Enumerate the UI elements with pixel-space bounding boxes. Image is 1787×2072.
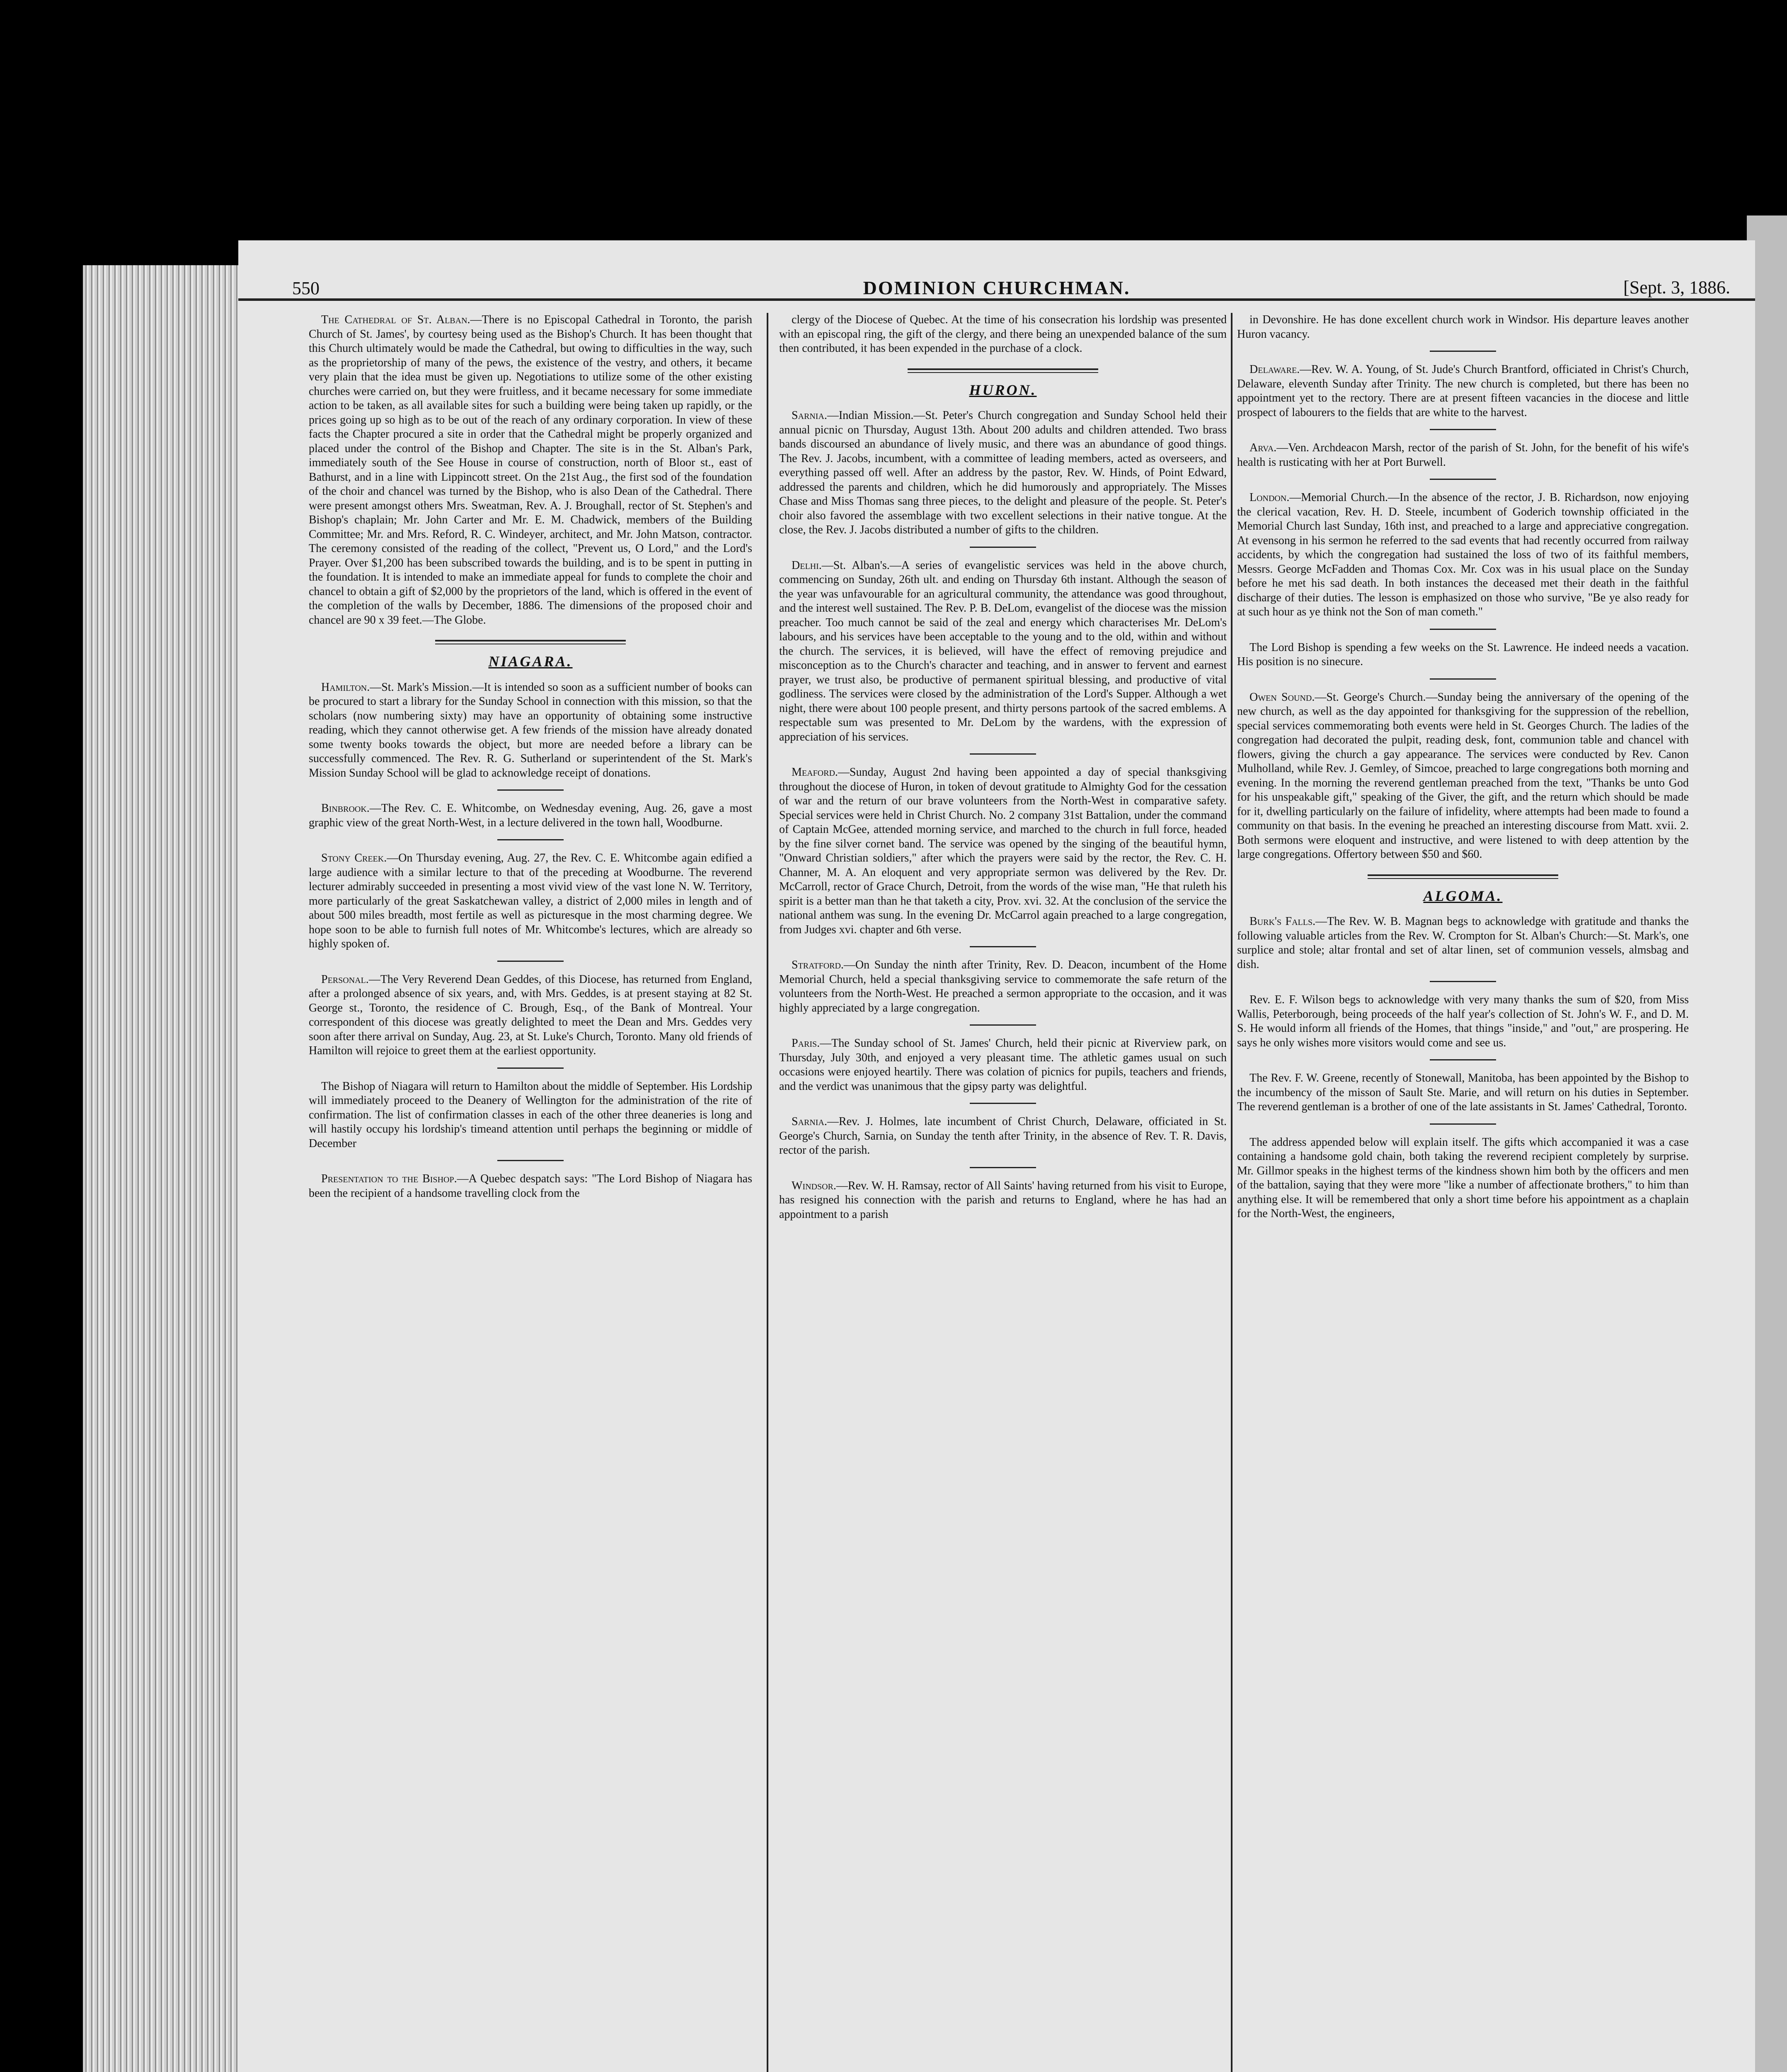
- article-text: in Devonshire. He has done excellent church work in Windsor. His departure leaves another Huron vacancy.: [1237, 313, 1689, 341]
- article-paragraph: [779, 409, 1227, 537]
- item-separator: [1430, 629, 1496, 630]
- article-text: —Rev. W. H. Ramsay, rector of All Saints' having returned from his visit to Europe, has resigned his connection with the parish and returns to England, where he has had an appointment to a parish: [779, 1179, 1227, 1221]
- article-paragraph: [779, 958, 1227, 1015]
- section-heading: ALGOMA.: [1423, 887, 1503, 904]
- article-text: —On Sunday the ninth after Trinity, Rev. D. Deacon, incumbent of the Home Memorial Church, held a special thanksgiving service to commemorate the safe return of the volunteers from the North-West. He preached a sermon appropriate to the occasion, and it was highly appreciated by a large congregation.: [779, 959, 1227, 1014]
- article-lead: Owen Sound.: [1249, 690, 1315, 704]
- article-text: —The Sunday school of St. James' Church, held their picnic at Riverview park, on Thursday, July 30th, and enjoyed a very pleasant time. The athletic games usual on such occasions were enjoyed heartily. There was colation of picnics for pupils, teachers and friends, and the verdict was unanimous that the gipsy party was delightful.: [779, 1037, 1227, 1093]
- item-separator: [970, 547, 1036, 548]
- article-paragraph: [1237, 641, 1689, 669]
- article-paragraph: [309, 1080, 752, 1151]
- article-text: —The Rev. W. B. Magnan begs to acknowledge with gratitude and thanks the following valuable articles from the Rev. W. Crompton for St. Alban's Church:—St. Mark's, one surplice and stole; altar frontal and set of altar linen, set of communion vessels, almsbag and dish.: [1237, 915, 1689, 971]
- article-lead: Delhi.: [792, 559, 822, 572]
- article-lead: Stony Creek.: [321, 852, 387, 864]
- article-lead: Binbrook.: [321, 802, 370, 815]
- column-3: [1237, 313, 1689, 2072]
- article-text: clergy of the Diocese of Quebec. At the time of his consecration his lordship was presented with an episcopal ring, the gift of the clergy, and there being an unexpended balance of the sum then contributed, it has been expended in the purchase of a clock.: [779, 313, 1227, 355]
- article-lead: Delaware.: [1249, 363, 1300, 376]
- article-lead: Stratford.: [792, 959, 844, 971]
- article-paragraph: [779, 313, 1227, 356]
- article-lead: Hamilton.: [321, 680, 370, 694]
- article-paragraph: [1237, 491, 1689, 620]
- article-paragraph: [309, 313, 752, 627]
- book-page-edges: [83, 265, 240, 2072]
- article-text: —Ven. Archdeacon Marsh, rector of the parish of St. John, for the benefit of his wife's health is rusticating with her at Port Burwell.: [1237, 441, 1689, 469]
- article-text: —Rev. J. Holmes, late incumbent of Christ Church, Delaware, officiated in St. George's Church, Sarnia, on Sunday the tenth after Trinity, in the absence of Rev. T. R. Davis, rector of the parish.: [779, 1115, 1227, 1157]
- item-separator: [1430, 479, 1496, 480]
- article-paragraph: [1237, 1071, 1689, 1114]
- item-separator: [1430, 429, 1496, 430]
- article-text: —Sunday, August 2nd having been appointed a day of special thanksgiving throughout the diocese of Huron, in token of devout gratitude to Almighty God for the cessation of war and the return of our brave volunteers from the North-West in comparative safety. Special services were held in Christ Church. No. 2 company 31st Battalion, under the command of Captain McGee, attended morning service, and marched to the church in full force, headed by the fine silver cornet band. The service was opened by the singing of the beautiful hymn, "Onward Christian soldiers," after which the prayers were said by the rector, the Rev. C. H. Channer, M. A. An eloquent and very appropriate sermon was delivered by the Rev. Dr. McCarroll, rector of Grace Church, Detroit, from the words of the wise man, "He that ruleth his spirit is a better man than he that taketh a city, Prov. xvi. 32. At the conclusion of the service the national anthem was sung. In the evening Dr. McCarrol again preached to a large congregation, from Judges xvi. chapter and 6th verse.: [779, 766, 1227, 936]
- article-lead: Paris.: [792, 1037, 820, 1050]
- article-text: Rev. E. F. Wilson begs to acknowledge with very many thanks the sum of $20, from Miss Wallis, Peterborough, being proceeds of the half year's collection of St. John's W. F., and D. M. S. He would inform all friends of the Homes, that things "inside," and "out," are prospering. He says he only wishes more visitors would come and see us.: [1237, 993, 1689, 1049]
- item-separator: [970, 1103, 1036, 1104]
- article-paragraph: [1237, 363, 1689, 420]
- article-paragraph: [1237, 993, 1689, 1050]
- article-paragraph: [1237, 1135, 1689, 1221]
- article-lead: Presentation to the Bishop.: [321, 1172, 457, 1185]
- article-text: —St. George's Church.—Sunday being the anniversary of the opening of the new church, as well as the day appointed for thanksgiving for the suppression of the rebellion, special services commemorating both events were held in St. Georges Church. The ladies of the congregation had decorated the pulpit, reading desk, font, communion table and chancel with flowers, giving the church a gay appearance. The services were conducted by Rev. Canon Mulholland, while Rev. J. Gemley, of Simcoe, preached to large congregations both morning and evening. In the morning the reverend gentleman preached from the text, "Thanks be unto God for his unspeakable gift," speaking of the Giver, the gift, and the return which should be made for it, dwelling particularly on the failure of infidelity, where attempts had been made to found a community on that basis. In the evening he preached an interesting discourse from Matt. xvii. 2. Both sermons were eloquent and instructive, and were listened to with deep attention by the large congregations. Offertory between $50 and $60.: [1237, 690, 1689, 861]
- item-separator: [497, 839, 564, 840]
- article-text: The Bishop of Niagara will return to Hamilton about the middle of September. His Lordship will immediately proceed to the Deanery of Wellington for the administration of the rite of confirmation. The list of confirmation classes in each of the other three deaneries is long and will hastily occupy his lordship's timeand attention until perhaps the beginning or middle of December: [309, 1080, 752, 1150]
- article-lead: Meaford.: [792, 766, 838, 779]
- item-separator: [970, 753, 1036, 755]
- article-paragraph: [779, 1115, 1227, 1158]
- article-paragraph: [309, 801, 752, 830]
- section-rule: [1368, 874, 1558, 879]
- item-separator: [497, 961, 564, 962]
- article-text: —There is no Episcopal Cathedral in Toronto, the parish Church of St. James', by courtesy being used as the Bishop's Church. It has been thought that this Church ultimately would be made the Cathedral, but owing to difficulties in the way, such as the proprietorship of many of the pews, the existence of the vestry, and others, it became very plain that the idea must be given up. Negotiations to utilize some of the other existing churches were carried on, but they were fruitless, and it became necessary for some immediate action to be taken, as all available sites for such a building were being taken up rapidly, or the prices going up so high as to be out of the reach of any ordinary corporation. In view of these facts the Chapter procured a site in order that the Cathedral might be properly organized and placed under the control of the Bishop and Chapter. The site is in the St. Alban's Park, immediately south of the See House in course of construction, north of Bloor st., east of Bathurst, and in a line with Lippincott street. On the 21st Aug., the first sod of the foundation of the choir and chancel was turned by the Bishop, who is also Dean of the Cathedral. There were present amongst others Mrs. Sweatman, Rev. A. J. Broughall, rector of St. Stephen's and Bishop's chaplain; Mr. John Carter and Mr. E. M. Chadwick, members of the Building Committee; Mr. and Mrs. Reford, R. C. Windeyer, architect, and Mr. John Matson, contractor. The ceremony consisted of the reading of the collect, "Prevent us, O Lord," and the Lord's Prayer. Over $1,200 has been subscribed towards the building, and is to be spent in putting in the foundation. It is intended to make an immediate appeal for funds to complete the choir and chancel to obtain a gift of $2,000 by the proprietors of the land, which is offered in the event of the completion of the walls by December, 1886. The dimensions of the proposed choir and chancel are 90 x 39 feet.—The Globe.: [309, 313, 752, 627]
- item-separator: [970, 1024, 1036, 1026]
- article-lead: Burk's Falls.: [1249, 915, 1316, 928]
- article-lead: The Cathedral of St. Alban.: [321, 313, 470, 326]
- item-separator: [1430, 678, 1496, 680]
- article-paragraph: [1237, 441, 1689, 470]
- article-text: The Lord Bishop is spending a few weeks on the St. Lawrence. He indeed needs a vacation. His position is no sinecure.: [1237, 641, 1689, 668]
- article-lead: Sarnia.: [792, 409, 827, 422]
- article-lead: Sarnia.: [792, 1115, 827, 1128]
- section-heading: HURON.: [969, 381, 1037, 398]
- newspaper-page: [238, 240, 1755, 2072]
- column-divider: [767, 313, 768, 2072]
- section-rule: [435, 640, 626, 644]
- item-separator: [970, 946, 1036, 947]
- article-paragraph: [779, 765, 1227, 937]
- item-separator: [497, 1160, 564, 1161]
- article-text: The address appended below will explain itself. The gifts which accompanied it was a case containing a handsome gold chain, both taking the reverend recipient completely by surprise. Mr. Gillmor speaks in the highest terms of the kindness shown him both by the officers and men of the battalion, saying that they were more "like a number of affectionate brothers," to him than anything else. It will be remembered that only a short time before his appointment as a chaplain for the North-West, the engineers,: [1237, 1135, 1689, 1220]
- column-1: [309, 313, 752, 2072]
- item-separator: [1430, 1059, 1496, 1060]
- article-paragraph: [1237, 915, 1689, 972]
- column-divider: [1231, 313, 1232, 2072]
- article-paragraph: [309, 1172, 752, 1201]
- article-lead: Windsor.: [792, 1179, 836, 1192]
- article-text: —On Thursday evening, Aug. 27, the Rev. C. E. Whitcombe again edified a large audience with a similar lecture to that of the preceding at Woodburne. The reverend lecturer admirably succeeded in presenting a most vivid view of the vast lone N. W. Territory, more particularly of the great Saskatchewan valley, a district of 2,000 miles in length and of about 500 miles breadth, most fertile as well as picturesque in the most charming degree. We hope soon to be able to furnish full notes of Mr. Whitcombe's lectures, which are already so highly spoken of.: [309, 852, 752, 950]
- section-heading: NIAGARA.: [488, 653, 573, 670]
- article-text: —Memorial Church.—In the absence of the rector, J. B. Richardson, now enjoying the clerical vacation, Rev. H. D. Steele, incumbent of Goderich township officiated in the Memorial Church last Sunday, 16th inst, and preached to a large and appreciative congregation. At evensong in his sermon he referred to the sad events that had recently occurred from railway accidents, by which the congregation had sustained the loss of two of its faithful members, Messrs. George McFadden and Thomas Cox. Mr. Cox was in his usual place on the Sunday before he met his sad death. In both instances the deceased met their death in the faithful discharge of their duties. The lesson is emphasized on those who survive, "Be ye also ready for at such hour as ye think not the Son of man cometh.": [1237, 491, 1689, 618]
- article-paragraph: [779, 1179, 1227, 1222]
- item-separator: [970, 1167, 1036, 1168]
- masthead-title: DOMINION CHURCHMAN.: [863, 277, 1131, 298]
- article-paragraph: [309, 851, 752, 951]
- article-text: —The Rev. C. E. Whitcombe, on Wednesday evening, Aug. 26, gave a most graphic view of the great North-West, in a lecture delivered in the town hall, Woodburne.: [309, 802, 752, 829]
- issue-date: [Sept. 3, 1886.: [1623, 277, 1730, 298]
- article-lead: London.: [1249, 491, 1290, 504]
- article-text: The Rev. F. W. Greene, recently of Stonewall, Manitoba, has been appointed by the Bishop to the incumbency of the misson of Sault Ste. Marie, and will return on his duties in September. The reverend gentleman is a brother of one of the late assistants in St. James' Cathedral, Toronto.: [1237, 1072, 1689, 1113]
- article-paragraph: [1237, 313, 1689, 341]
- section-rule: [908, 368, 1098, 373]
- item-separator: [497, 1067, 564, 1069]
- column-2: [779, 313, 1227, 2072]
- page-number: 550: [292, 278, 320, 298]
- item-separator: [1430, 981, 1496, 982]
- item-separator: [1430, 351, 1496, 352]
- article-paragraph: [1237, 690, 1689, 862]
- article-text: —The Very Reverend Dean Geddes, of this Diocese, has returned from England, after a prolonged absence of six years, and, with Mrs. Geddes, is at present staying at 82 St. George st., Toronto, the residence of C. Brough, Esq., of the Bank of Montreal. Your correspondent of this diocese was greatly delighted to meet the Dean and Mrs. Geddes very soon after there arrival on Sunday, Aug. 23, at St. Luke's Church, Toronto. Many old friends of Hamilton will rejoice to greet them at the earliest opportunity.: [309, 973, 752, 1057]
- article-text: —A Quebec despatch says: "The Lord Bishop of Niagara has been the recipient of a handsome travelling clock from the: [309, 1172, 752, 1200]
- article-lead: Personal.: [321, 973, 369, 986]
- article-paragraph: [779, 1036, 1227, 1094]
- article-text: —Rev. W. A. Young, of St. Jude's Church Brantford, officiated in Christ's Church, Delaware, eleventh Sunday after Trinity. The new church is completed, but there has been no appointment yet to the rectory. There are at present fifteen vacancies in the diocese and little prospect of labourers to the fields that are white to the harvest.: [1237, 363, 1689, 419]
- article-text: —Indian Mission.—St. Peter's Church congregation and Sunday School held their annual picnic on Thursday, August 13th. About 200 adults and children attended. Two brass bands discoursed an abundance of lively music, and there was an abundance of good things. The Rev. J. Jacobs, incumbent, with a committee of leading members, acted as overseers, and everything passed off well. After an address by the pastor, Rev. W. Hinds, of Point Edward, addressed the parents and children, which he did humorously and appropriately. The Misses Chase and Miss Thomas sang three pieces, to the delight and pleasure of the people. St. Peter's choir also favored the assemblage with two excellent selections in their native tongue. At the close, the Rev. J. Jacobs distributed a number of gifts to the children.: [779, 409, 1227, 536]
- article-text: —St. Alban's.—A series of evangelistic services was held in the above church, commencing on Sunday, 26th ult. and ending on Thursday 6th instant. Although the season of the year was unfavourable for an agricultural community, the attendance was good throughout, and the interest well sustained. The Rev. P. B. DeLom, evangelist of the diocese was the mission preacher. Too much cannot be said of the zeal and energy which characterises Mr. DeLom's labours, and his services have been acceptable to the young and to the old, within and without the church. The services, it is believed, will have the effect of removing prejudice and misconception as to the Church's character and teaching, and in answer to fervent and earnest prayer, we trust also, be productive of permanent spiritual blessing, and productive of vital godliness. The services were closed by the administration of the Lord's Supper. Although a wet night, there were about 100 people present, and thirty persons partook of the sacred emblems. A respectable sum was presented to Mr. DeLom by the wardens, with the expression of appreciation of his services.: [779, 559, 1227, 743]
- article-paragraph: [309, 680, 752, 781]
- article-lead: Arva.: [1249, 441, 1277, 454]
- article-text: —St. Mark's Mission.—It is intended so soon as a sufficient number of books can be procured to start a library for the Sunday School in connection with this mission, so that the scholars (now numbering sixty) may have an opportunity of obtaining some instructive reading, which they cannot otherwise get. A few friends of the mission have already donated some twenty books towards the object, but more are needed before a library can be successfully commenced. The Rev. R. G. Sutherland or superintendent of the St. Mark's Mission Sunday School will be glad to acknowledge receipt of donations.: [309, 680, 752, 779]
- article-paragraph: [779, 559, 1227, 745]
- item-separator: [497, 789, 564, 791]
- page-header: [238, 240, 1755, 301]
- article-paragraph: [309, 973, 752, 1058]
- item-separator: [1430, 1123, 1496, 1125]
